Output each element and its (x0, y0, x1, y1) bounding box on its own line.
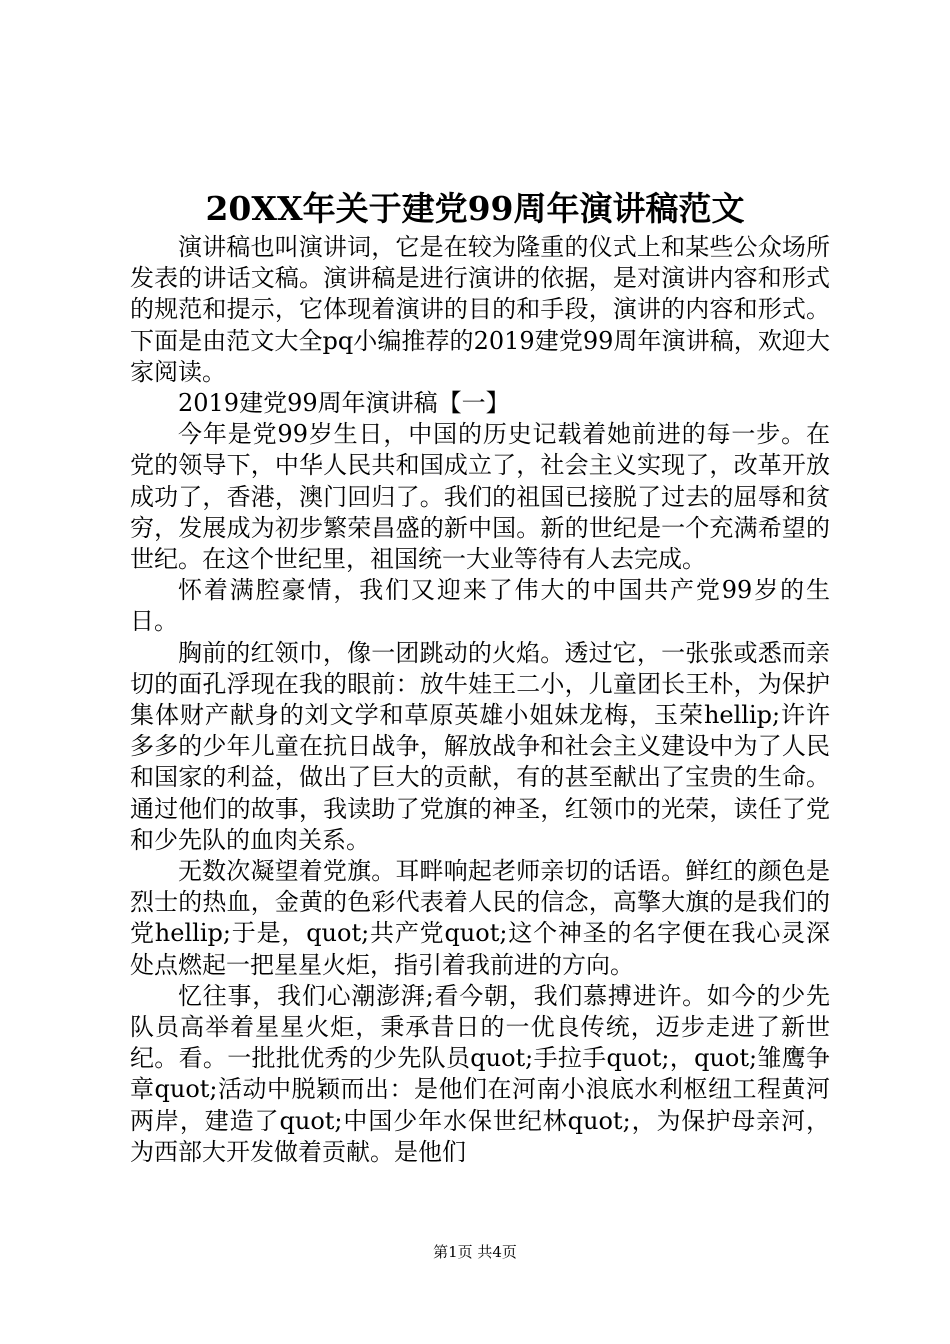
body-paragraph: 胸前的红领巾，像一团跳动的火焰。透过它，一张张或悉而亲切的面孔浮现在我的眼前：放牛娃王二小，儿童团长王朴，为保护集体财产献身的刘文学和草原英雄小姐妹龙梅，玉荣hellip;许许多多的少年儿童在抗日战争，解放战争和社会主义建设中为了人民和国家的利益，做出了巨大的贡献，有的甚至献出了宝贵的生命。通过他们的故事，我读助了党旗的神圣，红领巾的光荣，读任了党和少先队的血肉关系。 (130, 638, 830, 854)
body-paragraph: 怀着满腔豪情，我们又迎来了伟大的中国共产党99岁的生日。 (130, 576, 830, 636)
page-number-footer: 第1页 共4页 (433, 1243, 517, 1261)
section-heading: 2019建党99周年演讲稿【一】 (178, 389, 510, 418)
body-paragraph: 无数次凝望着党旗。耳畔响起老师亲切的话语。鲜红的颜色是烈士的热血，金黄的色彩代表着人民的信念，高擎大旗的是我们的党hellip;于是，quot;共产党quot;这个神圣的名字便在我心灵深处点燃起一把星星火炬，指引着我前进的方向。 (130, 857, 830, 979)
intro-paragraph: 演讲稿也叫演讲词，它是在较为隆重的仪式上和某些公众场所发表的讲话文稿。演讲稿是进行演讲的依据，是对演讲内容和形式的规范和提示，它体现着演讲的目的和手段，演讲的内容和形式。下面是由范文大全pq小编推荐的2019建党99周年演讲稿，欢迎大家阅读。 (130, 233, 830, 386)
document-title: 20XX年关于建党99周年演讲稿范文 (205, 189, 745, 228)
body-paragraph: 忆往事，我们心潮澎湃;看今朝，我们慕搏进许。如今的少先队员高举着星星火炬，秉承昔日的一优良传统，迈步走进了新世纪。看。一批批优秀的少先队员quot;手拉手quot;，quot;雏鹰争章quot;活动中脱颖而出：是他们在河南小浪底水利枢纽工程黄河两岸，建造了quot;中国少年水保世纪林quot;，为保护母亲河，为西部大开发做着贡献。是他们 (130, 981, 830, 1166)
document-body (130, 232, 830, 1168)
body-paragraph: 今年是党99岁生日，中国的历史记载着她前进的每一步。在党的领导下，中华人民共和国成立了，社会主义实现了，改革开放成功了，香港，澳门回归了。我们的祖国已接脱了过去的屈辱和贫穷，发展成为初步繁荣昌盛的新中国。新的世纪是一个充满希望的世纪。在这个世纪里，祖国统一大业等待有人去完成。 (130, 420, 830, 574)
